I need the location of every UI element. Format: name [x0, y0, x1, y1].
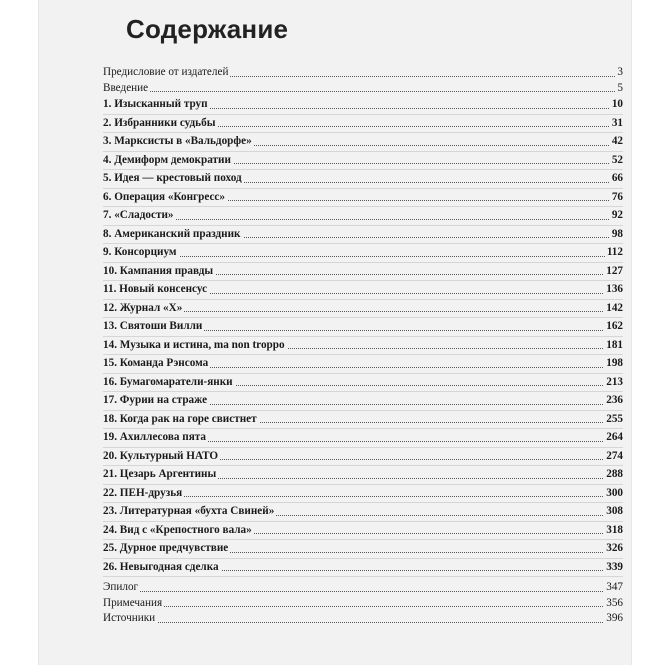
- toc-entry-title: 1. Изысканный труп: [103, 96, 210, 114]
- toc-entry: [103, 485, 623, 504]
- toc-entry: [103, 189, 623, 208]
- dot-leader: [103, 255, 623, 257]
- toc-entry: [103, 503, 623, 522]
- toc-entry-title: 25. Дурное предчувствие: [103, 540, 230, 558]
- toc-entry-page: 288: [604, 466, 623, 484]
- toc-entry-page: 92: [610, 207, 623, 225]
- toc-entry: [103, 374, 623, 393]
- toc-entry-page: 318: [604, 522, 623, 540]
- toc-entry-title: 21. Цезарь Аргентины: [103, 466, 218, 484]
- page-title: Содержание: [126, 14, 289, 44]
- toc-entry-title: 4. Демиформ демократии: [103, 152, 233, 170]
- toc-entry: [103, 596, 623, 612]
- toc-entry-title: 22. ПЕН-друзья: [103, 485, 184, 503]
- toc-entry-page: 162: [604, 318, 623, 336]
- toc-entry: [103, 611, 623, 627]
- toc-entry-page: 356: [604, 596, 623, 612]
- toc-entry-title: Предисловие от издателей: [103, 65, 230, 81]
- toc-entry-page: 98: [610, 226, 623, 244]
- toc-entry-page: 213: [604, 374, 623, 392]
- toc-entry: [103, 318, 623, 337]
- toc-entry: [103, 448, 623, 467]
- toc-entry-page: 198: [604, 355, 623, 373]
- toc-entry: [103, 429, 623, 448]
- toc-entry-title: 7. «Сладости»: [103, 207, 176, 225]
- book-page: [38, 0, 632, 665]
- toc-entry-title: Примечания: [103, 596, 164, 612]
- toc-entry-page: 339: [604, 559, 623, 577]
- toc-entry-title: 10. Кампания правды: [103, 263, 215, 281]
- dot-leader: [103, 621, 623, 623]
- toc-entry-title: 5. Идея — крестовый поход: [103, 170, 244, 188]
- toc-entry-page: 142: [604, 300, 623, 318]
- toc-entry: [103, 300, 623, 319]
- toc-entry-title: 20. Культурный НАТО: [103, 448, 220, 466]
- toc-entry-page: 5: [615, 81, 623, 97]
- toc-entry: [103, 96, 623, 115]
- toc-entry-title: 19. Ахиллесова пята: [103, 429, 208, 447]
- dot-leader: [103, 590, 623, 592]
- toc-entry-page: 396: [604, 611, 623, 627]
- toc-entry-page: 3: [615, 65, 623, 81]
- toc-entry: [103, 522, 623, 541]
- toc-entry: [103, 226, 623, 245]
- toc-entry: [103, 152, 623, 171]
- toc-entry-title: Введение: [103, 81, 150, 97]
- toc-entry-page: 31: [610, 115, 623, 133]
- toc-entry-page: 66: [610, 170, 623, 188]
- toc-entry-title: 16. Бумагомаратели-янки: [103, 374, 235, 392]
- toc-entry: [103, 207, 623, 226]
- toc-entry: [103, 263, 623, 282]
- toc-entry-title: 11. Новый консенсус: [103, 281, 209, 299]
- toc-entry-page: 76: [610, 189, 623, 207]
- toc-entry: [103, 337, 623, 356]
- toc-entry-page: 255: [604, 411, 623, 429]
- toc-entry: [103, 580, 623, 596]
- toc-entry: [103, 65, 623, 81]
- toc-entry-title: 12. Журнал «Х»: [103, 300, 184, 318]
- toc-entry-page: 326: [604, 540, 623, 558]
- toc-entry-title: 17. Фурии на страже: [103, 392, 209, 410]
- toc-entry: [103, 170, 623, 189]
- toc-entry: [103, 281, 623, 300]
- toc-entry-page: 236: [604, 392, 623, 410]
- toc-entry-page: 347: [604, 580, 623, 596]
- toc-entry-title: 15. Команда Рэнсома: [103, 355, 210, 373]
- toc-entry: [103, 540, 623, 559]
- dot-leader: [103, 218, 623, 220]
- toc-entry-title: 9. Консорциум: [103, 244, 179, 262]
- dot-leader: [103, 605, 623, 607]
- toc-entry-page: 264: [604, 429, 623, 447]
- toc-entry-title: 24. Вид с «Крепостного вала»: [103, 522, 254, 540]
- toc-entry-page: 274: [604, 448, 623, 466]
- toc-entry-page: 52: [610, 152, 623, 170]
- toc-entry-title: 3. Марксисты в «Вальдорфе»: [103, 133, 254, 151]
- toc-entry-page: 136: [604, 281, 623, 299]
- toc-entry-page: 300: [604, 485, 623, 503]
- toc-entry: [103, 466, 623, 485]
- toc-entry-page: 127: [604, 263, 623, 281]
- toc-entry: [103, 133, 623, 152]
- toc-entry: [103, 559, 623, 578]
- toc-entry-page: 10: [610, 96, 623, 114]
- toc-entry-title: 13. Святоши Вилли: [103, 318, 204, 336]
- toc-entry-title: 2. Избранники судьбы: [103, 115, 217, 133]
- toc-entry-title: Эпилог: [103, 580, 140, 596]
- toc-entry-page: 308: [604, 503, 623, 521]
- toc-entry-title: 23. Литературная «бухта Свиней»: [103, 503, 276, 521]
- toc-entry: [103, 411, 623, 430]
- dot-leader: [103, 90, 623, 92]
- toc-entry: [103, 244, 623, 263]
- toc-entry: [103, 81, 623, 97]
- toc-entry-page: 42: [610, 133, 623, 151]
- toc-entry: [103, 392, 623, 411]
- toc-entry-title: 26. Невыгодная сделка: [103, 559, 221, 577]
- toc-entry-title: 8. Американский праздник: [103, 226, 243, 244]
- toc-entry-title: 14. Музыка и истина, ma non troppo: [103, 337, 287, 355]
- toc-entry: [103, 115, 623, 134]
- table-of-contents: [103, 65, 623, 627]
- toc-entry-page: 112: [605, 244, 623, 262]
- toc-entry-title: 6. Операция «Конгресс»: [103, 189, 227, 207]
- toc-entry: [103, 355, 623, 374]
- toc-entry-page: 181: [604, 337, 623, 355]
- toc-entry-title: 18. Когда рак на горе свистнет: [103, 411, 259, 429]
- toc-entry-title: Источники: [103, 611, 157, 627]
